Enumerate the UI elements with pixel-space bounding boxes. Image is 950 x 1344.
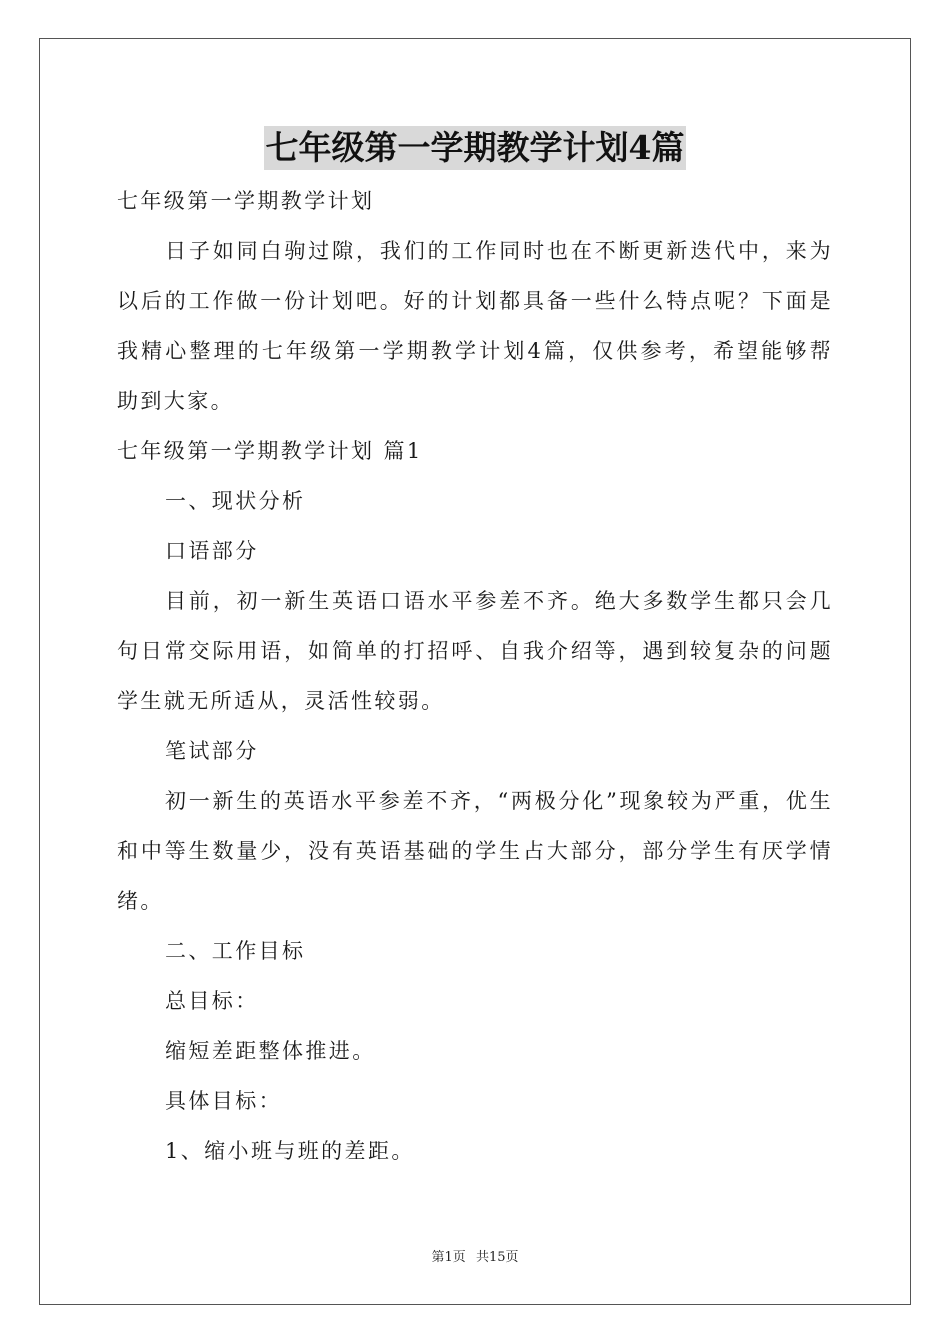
document-title: 七年级第一学期教学计划4篇 <box>264 126 687 170</box>
paragraph: 1、缩小班与班的差距。 <box>165 1139 415 1163</box>
paragraph: 目前，初一新生英语口语水平参差不齐。绝大多数学生都只会几句日常交际用语，如简单的打招呼、自我介绍等，遇到较复杂的问题学生就无所适从，灵活性较弱。 <box>117 589 833 713</box>
paragraph: 一、现状分析 <box>165 489 306 513</box>
page-total: 共15页 <box>475 1250 519 1265</box>
paragraph: 笔试部分 <box>165 739 259 763</box>
title-container <box>0 126 950 170</box>
paragraph: 七年级第一学期教学计划 <box>117 189 375 213</box>
paragraph: 口语部分 <box>165 539 259 563</box>
paragraph: 日子如同白驹过隙，我们的工作同时也在不断更新迭代中，来为以后的工作做一份计划吧。好的计划都具备一些什么特点呢？下面是我精心整理的七年级第一学期教学计划4篇，仅供参考，希望能够帮助到大家。 <box>117 239 833 413</box>
paragraph: 初一新生的英语水平参差不齐，“两极分化”现象较为严重，优生和中等生数量少，没有英语基础的学生占大部分，部分学生有厌学情绪。 <box>117 789 833 913</box>
page-footer <box>0 1246 950 1265</box>
page-number: 第1页 <box>431 1250 466 1265</box>
paragraph: 缩短差距整体推进。 <box>165 1039 376 1063</box>
paragraph: 总目标： <box>165 989 259 1013</box>
section-heading: 七年级第一学期教学计划 篇1 <box>117 439 423 463</box>
paragraph: 具体目标： <box>165 1089 282 1113</box>
paragraph: 二、工作目标 <box>165 939 306 963</box>
document-body <box>117 176 833 1176</box>
